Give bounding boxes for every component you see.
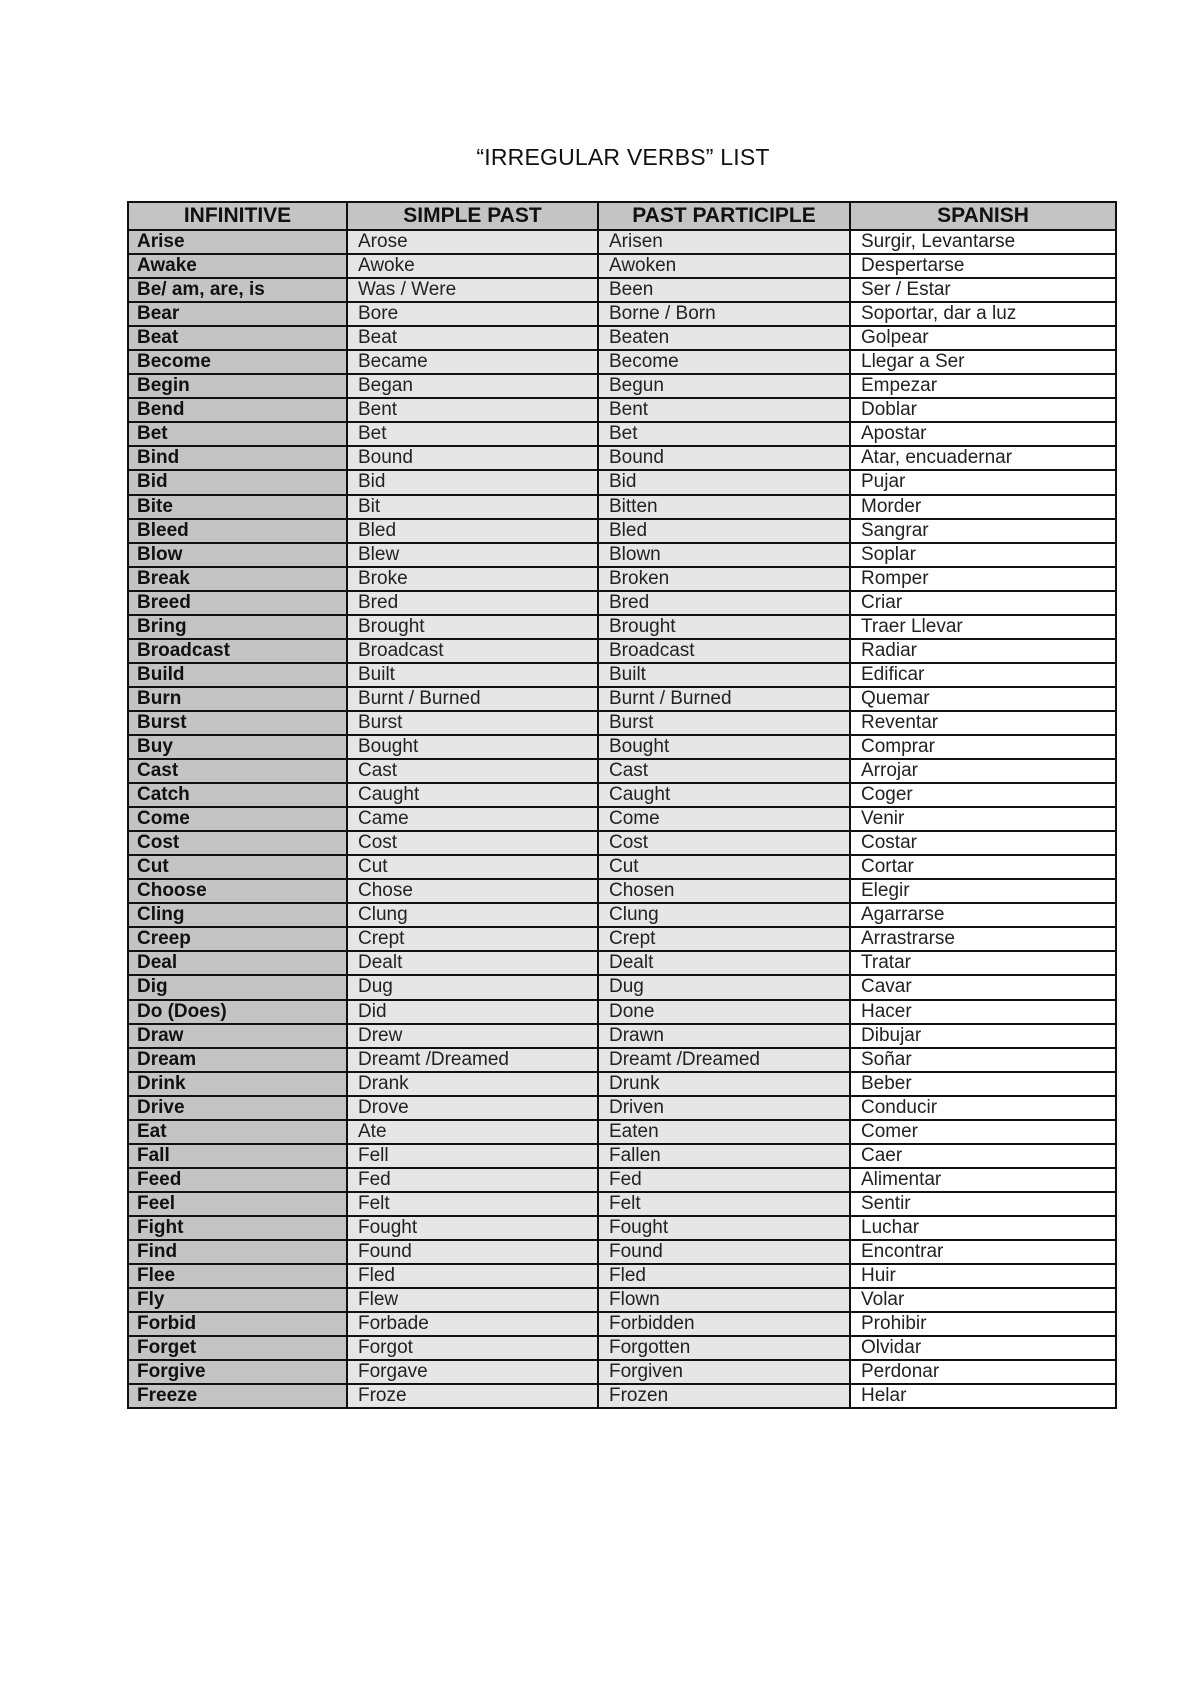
- cell-simple-past: Found: [347, 1240, 598, 1264]
- cell-spanish: Helar: [850, 1384, 1116, 1408]
- table-row: [128, 1216, 1116, 1240]
- cell-infinitive: Cut: [128, 855, 347, 879]
- cell-infinitive: Creep: [128, 927, 347, 951]
- cell-simple-past: Bet: [347, 422, 598, 446]
- cell-spanish: Sangrar: [850, 519, 1116, 543]
- column-header-spanish: SPANISH: [850, 202, 1116, 230]
- cell-simple-past: Forgave: [347, 1360, 598, 1384]
- cell-spanish: Edificar: [850, 663, 1116, 687]
- cell-simple-past: Bid: [347, 470, 598, 494]
- cell-spanish: Olvidar: [850, 1336, 1116, 1360]
- cell-spanish: Pujar: [850, 470, 1116, 494]
- cell-spanish: Romper: [850, 567, 1116, 591]
- cell-infinitive: Bite: [128, 495, 347, 519]
- table-row: [128, 783, 1116, 807]
- table-row: [128, 711, 1116, 735]
- cell-past-participle: Bent: [598, 398, 850, 422]
- cell-past-participle: Bet: [598, 422, 850, 446]
- cell-past-participle: Bled: [598, 519, 850, 543]
- cell-past-participle: Fought: [598, 1216, 850, 1240]
- cell-infinitive: Become: [128, 350, 347, 374]
- cell-infinitive: Cast: [128, 759, 347, 783]
- cell-infinitive: Freeze: [128, 1384, 347, 1408]
- cell-infinitive: Drive: [128, 1096, 347, 1120]
- table-row: [128, 398, 1116, 422]
- cell-past-participle: Forgiven: [598, 1360, 850, 1384]
- cell-spanish: Radiar: [850, 639, 1116, 663]
- table-row: [128, 1096, 1116, 1120]
- table-row: [128, 1336, 1116, 1360]
- cell-infinitive: Eat: [128, 1120, 347, 1144]
- table-row: [128, 519, 1116, 543]
- cell-simple-past: Drew: [347, 1024, 598, 1048]
- table-row: [128, 1072, 1116, 1096]
- table-row: [128, 230, 1116, 254]
- cell-simple-past: Brought: [347, 615, 598, 639]
- cell-spanish: Soñar: [850, 1048, 1116, 1072]
- table-row: [128, 446, 1116, 470]
- table-row: [128, 1024, 1116, 1048]
- cell-simple-past: Cast: [347, 759, 598, 783]
- column-header-simple-past: SIMPLE PAST: [347, 202, 598, 230]
- cell-past-participle: Found: [598, 1240, 850, 1264]
- cell-spanish: Arrojar: [850, 759, 1116, 783]
- cell-spanish: Tratar: [850, 951, 1116, 975]
- cell-spanish: Prohibir: [850, 1312, 1116, 1336]
- cell-spanish: Coger: [850, 783, 1116, 807]
- cell-infinitive: Bear: [128, 302, 347, 326]
- cell-infinitive: Beat: [128, 326, 347, 350]
- cell-simple-past: Burst: [347, 711, 598, 735]
- cell-simple-past: Beat: [347, 326, 598, 350]
- table-row: [128, 687, 1116, 711]
- cell-infinitive: Fall: [128, 1144, 347, 1168]
- cell-past-participle: Fled: [598, 1264, 850, 1288]
- table-row: [128, 1144, 1116, 1168]
- cell-infinitive: Drink: [128, 1072, 347, 1096]
- cell-infinitive: Forgive: [128, 1360, 347, 1384]
- cell-spanish: Venir: [850, 807, 1116, 831]
- cell-past-participle: Forbidden: [598, 1312, 850, 1336]
- cell-past-participle: Cast: [598, 759, 850, 783]
- cell-infinitive: Cling: [128, 903, 347, 927]
- table-row: [128, 278, 1116, 302]
- table-row: [128, 855, 1116, 879]
- table-row: [128, 831, 1116, 855]
- cell-infinitive: Build: [128, 663, 347, 687]
- table-row: [128, 759, 1116, 783]
- table-row: [128, 1048, 1116, 1072]
- cell-simple-past: Burnt / Burned: [347, 687, 598, 711]
- cell-simple-past: Cut: [347, 855, 598, 879]
- cell-past-participle: Fallen: [598, 1144, 850, 1168]
- cell-past-participle: Flown: [598, 1288, 850, 1312]
- cell-infinitive: Deal: [128, 951, 347, 975]
- cell-simple-past: Was / Were: [347, 278, 598, 302]
- table-row: [128, 1360, 1116, 1384]
- cell-spanish: Golpear: [850, 326, 1116, 350]
- cell-past-participle: Beaten: [598, 326, 850, 350]
- cell-spanish: Comprar: [850, 735, 1116, 759]
- cell-spanish: Arrastrarse: [850, 927, 1116, 951]
- cell-infinitive: Cost: [128, 831, 347, 855]
- cell-simple-past: Began: [347, 374, 598, 398]
- cell-spanish: Ser / Estar: [850, 278, 1116, 302]
- cell-spanish: Hacer: [850, 1000, 1116, 1024]
- table-row: [128, 302, 1116, 326]
- cell-simple-past: Bred: [347, 591, 598, 615]
- cell-simple-past: Became: [347, 350, 598, 374]
- cell-simple-past: Forgot: [347, 1336, 598, 1360]
- cell-past-participle: Driven: [598, 1096, 850, 1120]
- cell-past-participle: Eaten: [598, 1120, 850, 1144]
- cell-past-participle: Built: [598, 663, 850, 687]
- cell-spanish: Apostar: [850, 422, 1116, 446]
- cell-simple-past: Bore: [347, 302, 598, 326]
- cell-past-participle: Begun: [598, 374, 850, 398]
- cell-infinitive: Catch: [128, 783, 347, 807]
- cell-past-participle: Bid: [598, 470, 850, 494]
- cell-simple-past: Dreamt /Dreamed: [347, 1048, 598, 1072]
- cell-spanish: Llegar a Ser: [850, 350, 1116, 374]
- table-row: [128, 807, 1116, 831]
- table-row: [128, 639, 1116, 663]
- cell-past-participle: Dreamt /Dreamed: [598, 1048, 850, 1072]
- table-row: [128, 326, 1116, 350]
- cell-infinitive: Bet: [128, 422, 347, 446]
- cell-simple-past: Bled: [347, 519, 598, 543]
- cell-simple-past: Blew: [347, 543, 598, 567]
- cell-past-participle: Been: [598, 278, 850, 302]
- cell-infinitive: Bind: [128, 446, 347, 470]
- cell-infinitive: Bend: [128, 398, 347, 422]
- cell-past-participle: Become: [598, 350, 850, 374]
- table-row: [128, 1312, 1116, 1336]
- cell-past-participle: Drunk: [598, 1072, 850, 1096]
- cell-past-participle: Arisen: [598, 230, 850, 254]
- cell-spanish: Conducir: [850, 1096, 1116, 1120]
- table-row: [128, 1000, 1116, 1024]
- cell-infinitive: Begin: [128, 374, 347, 398]
- cell-simple-past: Flew: [347, 1288, 598, 1312]
- table-row: [128, 254, 1116, 278]
- cell-infinitive: Fight: [128, 1216, 347, 1240]
- cell-past-participle: Frozen: [598, 1384, 850, 1408]
- cell-infinitive: Do (Does): [128, 1000, 347, 1024]
- table-row: [128, 374, 1116, 398]
- cell-spanish: Caer: [850, 1144, 1116, 1168]
- cell-infinitive: Dig: [128, 975, 347, 999]
- cell-spanish: Morder: [850, 495, 1116, 519]
- table-row: [128, 927, 1116, 951]
- cell-infinitive: Flee: [128, 1264, 347, 1288]
- table-row: [128, 975, 1116, 999]
- cell-past-participle: Forgotten: [598, 1336, 850, 1360]
- cell-infinitive: Fly: [128, 1288, 347, 1312]
- cell-past-participle: Borne / Born: [598, 302, 850, 326]
- cell-infinitive: Awake: [128, 254, 347, 278]
- cell-simple-past: Drove: [347, 1096, 598, 1120]
- cell-infinitive: Broadcast: [128, 639, 347, 663]
- cell-simple-past: Bought: [347, 735, 598, 759]
- cell-simple-past: Chose: [347, 879, 598, 903]
- cell-simple-past: Dealt: [347, 951, 598, 975]
- cell-spanish: Costar: [850, 831, 1116, 855]
- cell-simple-past: Fell: [347, 1144, 598, 1168]
- cell-past-participle: Bred: [598, 591, 850, 615]
- irregular-verbs-table: [127, 201, 1117, 1409]
- cell-past-participle: Clung: [598, 903, 850, 927]
- cell-infinitive: Breed: [128, 591, 347, 615]
- cell-simple-past: Bent: [347, 398, 598, 422]
- cell-spanish: Sentir: [850, 1192, 1116, 1216]
- cell-past-participle: Fed: [598, 1168, 850, 1192]
- table-row: [128, 495, 1116, 519]
- table-row: [128, 422, 1116, 446]
- table-row: [128, 735, 1116, 759]
- cell-simple-past: Drank: [347, 1072, 598, 1096]
- table-row: [128, 663, 1116, 687]
- cell-infinitive: Feel: [128, 1192, 347, 1216]
- cell-infinitive: Burn: [128, 687, 347, 711]
- cell-simple-past: Froze: [347, 1384, 598, 1408]
- cell-past-participle: Broken: [598, 567, 850, 591]
- cell-past-participle: Blown: [598, 543, 850, 567]
- cell-spanish: Comer: [850, 1120, 1116, 1144]
- table-body: [128, 230, 1116, 1408]
- cell-spanish: Atar, encuadernar: [850, 446, 1116, 470]
- cell-simple-past: Fought: [347, 1216, 598, 1240]
- cell-past-participle: Cost: [598, 831, 850, 855]
- cell-spanish: Elegir: [850, 879, 1116, 903]
- cell-spanish: Cavar: [850, 975, 1116, 999]
- cell-past-participle: Bought: [598, 735, 850, 759]
- table-row: [128, 1264, 1116, 1288]
- table-row: [128, 1384, 1116, 1408]
- table-row: [128, 591, 1116, 615]
- table-row: [128, 1120, 1116, 1144]
- table-row: [128, 350, 1116, 374]
- cell-infinitive: Forbid: [128, 1312, 347, 1336]
- cell-spanish: Luchar: [850, 1216, 1116, 1240]
- cell-infinitive: Forget: [128, 1336, 347, 1360]
- cell-past-participle: Caught: [598, 783, 850, 807]
- cell-infinitive: Dream: [128, 1048, 347, 1072]
- cell-past-participle: Broadcast: [598, 639, 850, 663]
- cell-infinitive: Be/ am, are, is: [128, 278, 347, 302]
- table-row: [128, 615, 1116, 639]
- table-row: [128, 1168, 1116, 1192]
- column-header-infinitive: INFINITIVE: [128, 202, 347, 230]
- cell-infinitive: Blow: [128, 543, 347, 567]
- table-row: [128, 1240, 1116, 1264]
- cell-infinitive: Bleed: [128, 519, 347, 543]
- cell-infinitive: Buy: [128, 735, 347, 759]
- cell-simple-past: Forbade: [347, 1312, 598, 1336]
- table-row: [128, 1192, 1116, 1216]
- table-row: [128, 470, 1116, 494]
- cell-spanish: Beber: [850, 1072, 1116, 1096]
- cell-infinitive: Draw: [128, 1024, 347, 1048]
- cell-infinitive: Bid: [128, 470, 347, 494]
- cell-infinitive: Arise: [128, 230, 347, 254]
- cell-infinitive: Bring: [128, 615, 347, 639]
- cell-spanish: Encontrar: [850, 1240, 1116, 1264]
- cell-spanish: Huir: [850, 1264, 1116, 1288]
- cell-simple-past: Fled: [347, 1264, 598, 1288]
- cell-past-participle: Crept: [598, 927, 850, 951]
- cell-simple-past: Bit: [347, 495, 598, 519]
- cell-spanish: Cortar: [850, 855, 1116, 879]
- cell-past-participle: Felt: [598, 1192, 850, 1216]
- cell-past-participle: Burst: [598, 711, 850, 735]
- cell-simple-past: Fed: [347, 1168, 598, 1192]
- cell-simple-past: Awoke: [347, 254, 598, 278]
- cell-simple-past: Broke: [347, 567, 598, 591]
- cell-infinitive: Burst: [128, 711, 347, 735]
- cell-simple-past: Caught: [347, 783, 598, 807]
- cell-spanish: Agarrarse: [850, 903, 1116, 927]
- cell-simple-past: Felt: [347, 1192, 598, 1216]
- cell-infinitive: Find: [128, 1240, 347, 1264]
- cell-spanish: Empezar: [850, 374, 1116, 398]
- table-row: [128, 903, 1116, 927]
- cell-past-participle: Come: [598, 807, 850, 831]
- cell-infinitive: Come: [128, 807, 347, 831]
- cell-past-participle: Brought: [598, 615, 850, 639]
- cell-simple-past: Clung: [347, 903, 598, 927]
- cell-simple-past: Arose: [347, 230, 598, 254]
- cell-simple-past: Came: [347, 807, 598, 831]
- cell-spanish: Alimentar: [850, 1168, 1116, 1192]
- cell-past-participle: Dug: [598, 975, 850, 999]
- cell-infinitive: Feed: [128, 1168, 347, 1192]
- cell-past-participle: Cut: [598, 855, 850, 879]
- table-row: [128, 543, 1116, 567]
- cell-past-participle: Bitten: [598, 495, 850, 519]
- cell-spanish: Perdonar: [850, 1360, 1116, 1384]
- cell-spanish: Reventar: [850, 711, 1116, 735]
- cell-infinitive: Choose: [128, 879, 347, 903]
- cell-spanish: Doblar: [850, 398, 1116, 422]
- cell-spanish: Dibujar: [850, 1024, 1116, 1048]
- table-row: [128, 567, 1116, 591]
- cell-simple-past: Crept: [347, 927, 598, 951]
- table-row: [128, 1288, 1116, 1312]
- cell-past-participle: Drawn: [598, 1024, 850, 1048]
- cell-infinitive: Break: [128, 567, 347, 591]
- cell-spanish: Criar: [850, 591, 1116, 615]
- cell-past-participle: Burnt / Burned: [598, 687, 850, 711]
- table-row: [128, 951, 1116, 975]
- cell-simple-past: Did: [347, 1000, 598, 1024]
- cell-simple-past: Broadcast: [347, 639, 598, 663]
- cell-simple-past: Bound: [347, 446, 598, 470]
- cell-past-participle: Chosen: [598, 879, 850, 903]
- table-row: [128, 879, 1116, 903]
- cell-past-participle: Done: [598, 1000, 850, 1024]
- cell-simple-past: Cost: [347, 831, 598, 855]
- cell-past-participle: Dealt: [598, 951, 850, 975]
- page-title: “IRREGULAR VERBS” LIST: [476, 144, 770, 170]
- cell-spanish: Quemar: [850, 687, 1116, 711]
- cell-spanish: Volar: [850, 1288, 1116, 1312]
- cell-spanish: Soplar: [850, 543, 1116, 567]
- cell-simple-past: Dug: [347, 975, 598, 999]
- column-header-past-participle: PAST PARTICIPLE: [598, 202, 850, 230]
- cell-simple-past: Built: [347, 663, 598, 687]
- cell-past-participle: Awoken: [598, 254, 850, 278]
- cell-simple-past: Ate: [347, 1120, 598, 1144]
- cell-spanish: Soportar, dar a luz: [850, 302, 1116, 326]
- table-header-row: [128, 202, 1116, 230]
- cell-spanish: Traer Llevar: [850, 615, 1116, 639]
- cell-spanish: Surgir, Levantarse: [850, 230, 1116, 254]
- cell-spanish: Despertarse: [850, 254, 1116, 278]
- cell-past-participle: Bound: [598, 446, 850, 470]
